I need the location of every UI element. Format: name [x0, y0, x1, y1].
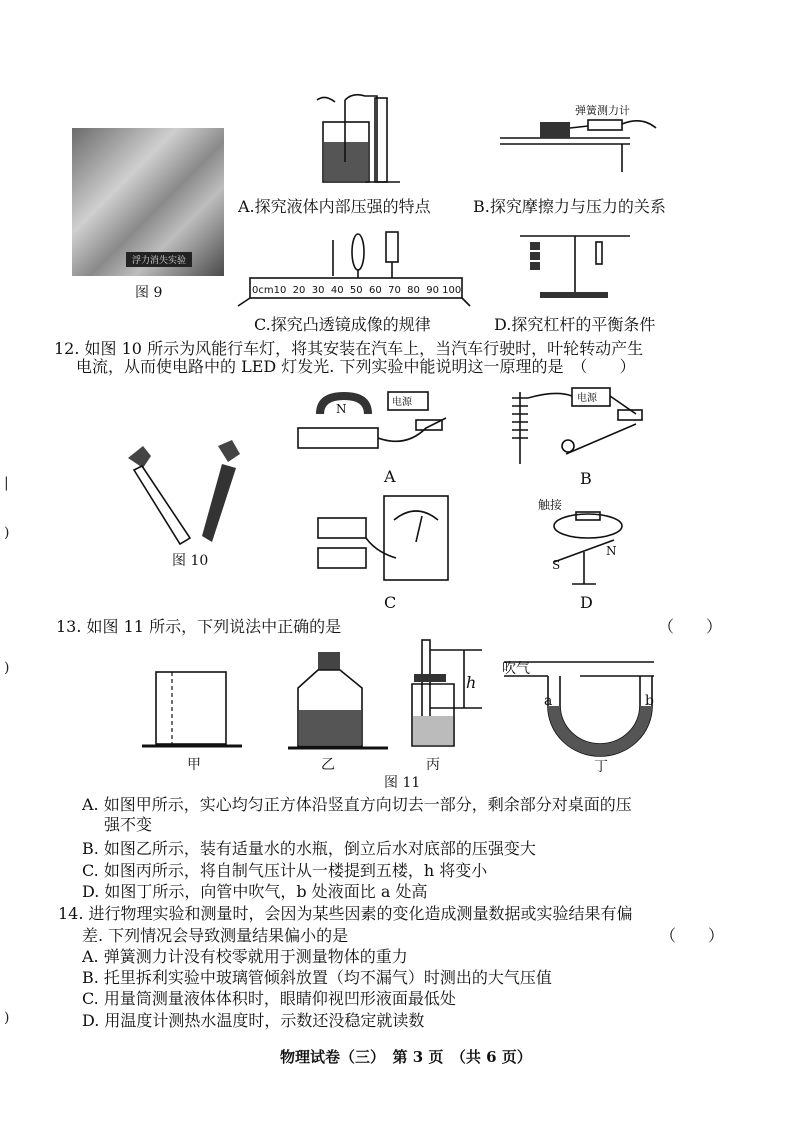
- q14-choice-b: B. 托里拆利实验中玻璃管倾斜放置（均不漏气）时测出的大气压值: [82, 968, 552, 987]
- tube-b-label: b: [645, 693, 654, 709]
- diagram-a-magnet-rails: [296, 388, 466, 458]
- diagram-c-galvanometer: [312, 492, 462, 592]
- q14-stem-line1: 14. 进行物理实验和测量时，会因为某些因素的变化造成测量数据或实验结果有偏: [58, 904, 633, 923]
- q13-choice-d: D. 如图丁所示，向管中吹气，b 处液面比 a 处高: [82, 882, 428, 901]
- diagram-a-power: 电源: [392, 397, 412, 408]
- diagram-d-touch-label: 触接: [538, 498, 563, 512]
- liquid-pressure-apparatus: [305, 92, 415, 192]
- h-label: h: [466, 673, 477, 692]
- margin-mark: ): [4, 525, 10, 541]
- label-experiment-b: B.探究摩擦力与压力的关系: [473, 197, 666, 216]
- q13-choice-a: A. 如图甲所示，实心均匀正方体沿竖直方向切去一部分，剩余部分对桌面的压: [82, 795, 632, 814]
- bench-ruler-scale: 0cm10 20 30 40 50 60 70 80 90 100: [252, 285, 462, 296]
- figure10-caption: 图 10: [172, 553, 209, 569]
- figure9-photo: [72, 128, 224, 276]
- option-c-label: C: [384, 593, 397, 612]
- q14-stem-line2: 差. 下列情况会导致测量结果偏小的是: [82, 926, 349, 945]
- figure9-caption: 图 9: [135, 285, 163, 301]
- diagram-d-S: S: [552, 558, 561, 572]
- q12-stem-line1: 12. 如图 10 所示为风能行车灯，将其安装在汽车上，当汽车行驶时，叶轮转动产生: [54, 339, 644, 358]
- photo-overlay-label: 浮力消失实验: [126, 252, 192, 267]
- label-experiment-c: C.探究凸透镜成像的规律: [254, 315, 431, 334]
- q13-answer-bracket: （ ）: [658, 617, 723, 636]
- sub-label-jia: 甲: [187, 757, 201, 773]
- q14-choice-c: C. 用量筒测量液体体积时，眼睛仰视凹形液面最低处: [82, 989, 456, 1008]
- sub-label-bing: 丙: [426, 757, 440, 773]
- diagram-d-N: N: [606, 544, 617, 558]
- sub-label-ding: 丁: [594, 759, 608, 775]
- margin-mark: ): [4, 660, 10, 676]
- diagram-b-power: 电源: [577, 393, 597, 404]
- label-experiment-d: D.探究杠杆的平衡条件: [494, 315, 656, 334]
- q13-choice-a-cont: 强不变: [104, 815, 153, 834]
- margin-mark: ): [4, 1010, 10, 1026]
- q14-choice-a: A. 弹簧测力计没有校零就用于测量物体的重力: [82, 947, 408, 966]
- q13-choice-c: C. 如图丙所示，将自制气压计从一楼提到五楼，h 将变小: [82, 861, 488, 880]
- figure11-cube: [142, 666, 242, 752]
- wind-lamp-figure: [118, 438, 248, 548]
- margin-mark: |: [4, 475, 9, 491]
- tube-a-label: a: [544, 693, 553, 709]
- blow-label: 吹气: [502, 661, 530, 677]
- option-d-label: D: [580, 593, 593, 612]
- figure11-barometer: [402, 636, 492, 754]
- lever-apparatus: [520, 222, 635, 302]
- q12-stem-line2: 电流，从而使电路中的 LED 灯发光. 下列实验中能说明这一原理的是 （ ）: [76, 357, 636, 376]
- sub-label-yi: 乙: [321, 757, 335, 773]
- q13-choice-b: B. 如图乙所示，装有适量水的水瓶，倒立后水对底部的压强变大: [82, 839, 536, 858]
- spring-scale-tag: 弹簧测力计: [575, 104, 630, 117]
- figure11-bottle: [288, 650, 388, 752]
- lens-bench-apparatus: [238, 222, 468, 310]
- q14-choice-d: D. 用温度计测热水温度时，示数还没稳定就读数: [82, 1011, 425, 1030]
- q13-stem: 13. 如图 11 所示，下列说法中正确的是: [56, 617, 342, 636]
- label-experiment-a: A.探究液体内部压强的特点: [238, 197, 431, 216]
- figure11-caption: 图 11: [384, 775, 421, 791]
- page-footer: 物理试卷（三） 第 3 页 （共 6 页）: [280, 1048, 532, 1066]
- option-b-label: B: [580, 469, 592, 488]
- option-a-label: A: [384, 467, 396, 486]
- diagram-a-N: N: [336, 402, 347, 416]
- q14-answer-bracket: （ ）: [660, 926, 725, 945]
